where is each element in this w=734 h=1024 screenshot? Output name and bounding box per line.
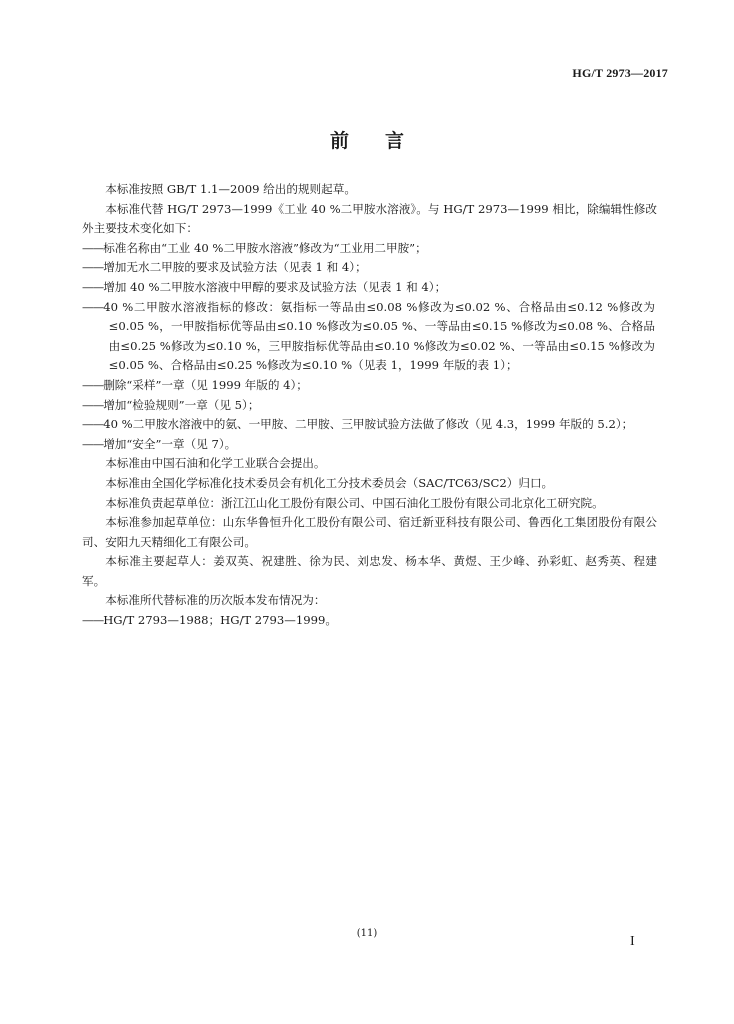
list-item-text: 增加无水二甲胺的要求及试验方法（见表 1 和 4）； [103,260,367,275]
list-item [82,258,657,278]
page-title: 前言 [329,130,440,152]
roman-page-number: I [630,934,635,949]
page-number-label: (11) [356,928,378,939]
paragraph-replacement: 本标准代替 HG/T 2973—1999《工业 40 %二甲胺水溶液》。与 HG/T 2973—1999 相比，除编辑性修改外主要技术变化如下： [82,201,657,236]
list-item [82,396,657,416]
paragraph-history-intro: 本标准所代替标准的历次版本发布情况为： [105,593,326,608]
paragraph-drafting-rules: 本标准按照 GB/T 1.1—2009 给出的规则起草。 [105,182,356,196]
list-item [82,415,657,435]
dash-marker: —— [82,299,104,314]
dash-marker: —— [82,397,104,412]
paragraph-main-drafters: 本标准主要起草人：姜双英、祝建胜、徐为民、刘忠发、杨本华、黄煜、王少峰、孙彩虹、赵秀英、程建军。 [82,554,657,588]
list-item [82,239,657,259]
list-item [82,435,657,455]
list-item-text: 增加“检验规则”一章（见 5）； [103,397,260,412]
list-item-text: 40 %二甲胺水溶液指标的修改：氨指标一等品由≤0.08 %修改为≤0.02 %、合格品由≤0.12 %修改为≤0.05 %，一甲胺指标优等品由≤0.10 %修改为≤0.05 %、一等品由≤0.15 %修改为≤0.08 %、合格品由≤0.25 %修改为≤0.10 %，三甲胺指标优等品由≤0.10 %修改为≤0.02 %、一等品由≤0.15 %修改为≤0.05 %、合格品由≤0.25 %修改为≤0.10 %（见表 1，1999 年版的表 1）； [103,299,655,373]
dash-marker: —— [82,417,104,432]
list-item [82,376,657,396]
dash-marker: —— [82,377,104,392]
changes-list [82,239,657,455]
dash-marker: —— [82,436,104,451]
dash-marker: —— [82,240,104,255]
history-item [82,611,657,631]
list-item [82,298,657,376]
paragraph-responsible-drafters: 本标准负责起草单位：浙江江山化工股份有限公司、中国石油化工股份有限公司北京化工研究院。 [105,495,604,510]
list-item-text: 40 %二甲胺水溶液中的氨、一甲胺、二甲胺、三甲胺试验方法做了修改（见 4.3，1999 年版的 5.2）； [103,417,634,432]
list-item-text: 增加“安全”一章（见 7）。 [103,436,237,451]
list-item-text: 删除“采样”一章（见 1999 年版的 4）； [103,377,308,392]
paragraph-proposer: 本标准由中国石油和化学工业联合会提出。 [105,456,326,471]
list-item-text: 增加 40 %二甲胺水溶液中甲醇的要求及试验方法（见表 1 和 4）； [103,279,447,294]
paragraph-participating-drafters: 本标准参加起草单位：山东华鲁恒升化工股份有限公司、宿迁新亚科技有限公司、鲁西化工集团股份有限公司、安阳九天精细化工有限公司。 [82,515,657,549]
list-item [82,278,657,298]
dash-marker: —— [82,260,104,275]
dash-marker: —— [82,613,104,628]
history-item-text: HG/T 2793—1988；HG/T 2793—1999。 [103,613,337,628]
document-body [82,180,657,631]
standard-code: HG/T 2973—2017 [572,66,668,80]
dash-marker: —— [82,279,104,294]
list-item-text: 标准名称由“工业 40 %二甲胺水溶液”修改为“工业用二甲胺”； [103,240,427,255]
paragraph-committee: 本标准由全国化学标准化技术委员会有机化工分技术委员会（SAC/TC63/SC2）归口。 [105,475,554,490]
